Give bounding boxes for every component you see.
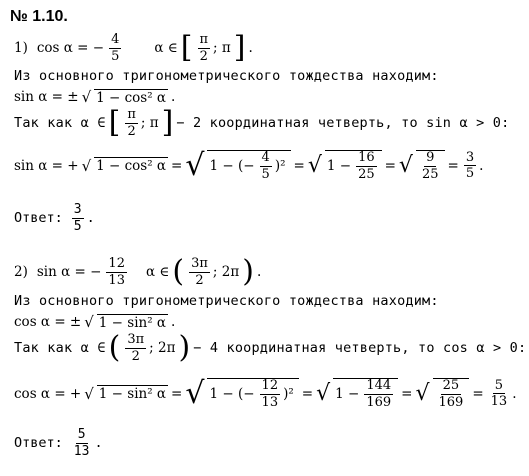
part2-label: 2) bbox=[14, 264, 28, 281]
part1-calc-sqrt4: $\frac{9}{25}$ bbox=[416, 150, 445, 181]
part2-calc-sqrt1: 1 − sin² α bbox=[98, 386, 167, 403]
part1-calc-sqrt3: 1 − $\frac{16}{25}$ bbox=[325, 150, 382, 181]
part1-quadrant-line: Так как α ∈ [ $\frac{\pi}{2}$ ; π ] − 2 координатная четверть, то sin α > 0: bbox=[14, 105, 510, 141]
part1-label: 1) bbox=[14, 40, 28, 57]
part1-answer: Ответ: $\frac{3}{5}$ . bbox=[14, 202, 95, 234]
part2-cond-suffix: ; 2π bbox=[212, 264, 240, 281]
part2-answer-label: Ответ: bbox=[14, 435, 63, 452]
part1-answer-fraction: $\frac{3}{5}$ bbox=[73, 202, 82, 234]
part2-sin-given: sin α = − bbox=[36, 264, 102, 281]
part1-calc-sqrt1: 1 − cos² α bbox=[96, 158, 167, 175]
part2-cos-formula: cos α = ± √ 1 − sin² α . bbox=[14, 313, 176, 331]
part1-calc-start: sin α = + bbox=[14, 157, 79, 174]
part2-answer-fraction: $\frac{5}{13}$ bbox=[73, 427, 90, 459]
part2-calculation: cos α = + √ 1 − sin² α = √ 1 − (− $\frac{12}{13}$ )² = √ 1 − $\frac{144}{169}$ = √ $\frac{25}{169}$ = $\frac{5}{13}$ . bbox=[14, 375, 517, 411]
part2-calc-sqrt4: $\frac{25}{169}$ bbox=[433, 378, 470, 409]
part2-sqrt-body: 1 − sin² α bbox=[98, 314, 167, 331]
part2-identity-text: Из основного тригонометрического тождества находим: bbox=[14, 293, 439, 309]
part1-calc-sqrt2: 1 − (− $\frac{4}{5}$ )² bbox=[207, 150, 290, 181]
part2-cond-prefix: α ∈ bbox=[145, 264, 170, 281]
part1-sin-formula-text: sin α = ± bbox=[14, 89, 79, 105]
part2-cond-fraction: $\frac{3\pi}{2}$ bbox=[191, 256, 208, 288]
part1-sin-formula: sin α = ± √ 1 − cos² α . bbox=[14, 88, 176, 106]
part1-cond-suffix: ; π bbox=[213, 40, 231, 57]
part2-quadrant-mid: ; 2π bbox=[149, 340, 176, 357]
part2-quadrant-prefix: Так как α ∈ bbox=[14, 340, 106, 357]
part1-given: 1) cos α = − $\frac{4}{5}$ α ∈ [ $\frac{\pi}{2}$ ; π ] . bbox=[14, 30, 253, 66]
part2-cos-formula-text: cos α = ± bbox=[14, 314, 82, 330]
part2-answer: Ответ: $\frac{5}{13}$ . bbox=[14, 427, 103, 459]
part2-quadrant-text: − 4 координатная четверть, то cos α > 0: bbox=[193, 340, 527, 357]
part2-calc-start: cos α = + bbox=[14, 385, 82, 402]
part1-quadrant-text: − 2 координатная четверть, то sin α > 0: bbox=[176, 115, 510, 132]
part1-cos-given: cos α = − bbox=[36, 40, 105, 57]
part1-quadrant-prefix: Так как α ∈ bbox=[14, 115, 106, 132]
part1-quadrant-fraction: $\frac{\pi}{2}$ bbox=[127, 107, 136, 139]
part1-identity-text: Из основного тригонометрического тождества находим: bbox=[14, 68, 439, 84]
part1-quadrant-mid: ; π bbox=[140, 115, 159, 132]
part2-calc-sqrt2: 1 − (− $\frac{12}{13}$ )² bbox=[207, 378, 298, 409]
part2-quadrant-line: Так как α ∈ ( $\frac{3\pi}{2}$ ; 2π ) − 4 координатная четверть, то cos α > 0: bbox=[14, 330, 527, 366]
part1-cond-prefix: α ∈ bbox=[154, 40, 178, 57]
part1-sqrt-body: 1 − cos² α bbox=[96, 89, 167, 106]
part2-given: 2) sin α = − $\frac{12}{13}$ α ∈ ( $\frac{3\pi}{2}$ ; 2π ) . bbox=[14, 254, 262, 290]
part2-sin-fraction: $\frac{12}{13}$ bbox=[108, 256, 125, 288]
part1-cos-fraction: $\frac{4}{5}$ bbox=[111, 32, 120, 64]
part1-calc-result: $\frac{3}{5}$ bbox=[465, 149, 475, 182]
part1-calculation: sin α = + √ 1 − cos² α = √ 1 − (− $\frac{4}{5}$ )² = √ 1 − $\frac{16}{25}$ = √ $\frac{9}{25}$ = $\frac{3}{5}$ . bbox=[14, 147, 484, 183]
problem-number: № 1.10. bbox=[10, 8, 68, 25]
part1-cond-fraction: $\frac{\pi}{2}$ bbox=[199, 32, 209, 64]
part2-quadrant-fraction: $\frac{3\pi}{2}$ bbox=[127, 332, 145, 364]
part1-answer-label: Ответ: bbox=[14, 210, 63, 227]
part2-calc-sqrt3: 1 − $\frac{144}{169}$ bbox=[333, 378, 398, 409]
part2-calc-result: $\frac{5}{13}$ bbox=[490, 377, 508, 410]
